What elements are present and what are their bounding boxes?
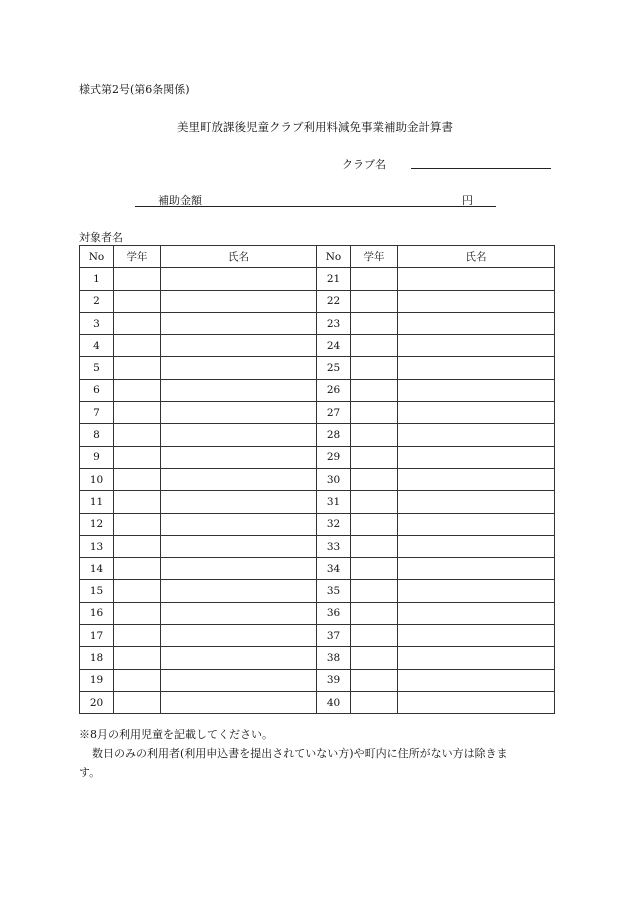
grade-cell-left[interactable] bbox=[114, 491, 161, 513]
row-number-right: 35 bbox=[317, 580, 351, 602]
row-number-left: 3 bbox=[80, 312, 114, 334]
grade-cell-left[interactable] bbox=[114, 402, 161, 424]
name-cell-left[interactable] bbox=[161, 268, 317, 290]
row-number-left: 10 bbox=[80, 468, 114, 490]
note-line-2: 数日のみの利用者(利用申込書を提出されていない方)や町内に住所がない方は除きま bbox=[92, 747, 508, 760]
row-number-right: 28 bbox=[317, 424, 351, 446]
grade-cell-left[interactable] bbox=[114, 625, 161, 647]
grade-cell-right[interactable] bbox=[351, 558, 398, 580]
row-number-left: 13 bbox=[80, 535, 114, 557]
roster-table bbox=[79, 245, 555, 714]
grade-cell-right[interactable] bbox=[351, 402, 398, 424]
row-number-left: 2 bbox=[80, 290, 114, 312]
header-name-right: 氏名 bbox=[398, 246, 555, 268]
name-cell-right[interactable] bbox=[398, 446, 555, 468]
row-number-right: 22 bbox=[317, 290, 351, 312]
name-cell-right[interactable] bbox=[398, 268, 555, 290]
grade-cell-right[interactable] bbox=[351, 580, 398, 602]
note-line-1: ※8月の利用児童を記載してください。 bbox=[79, 728, 273, 741]
name-cell-left[interactable] bbox=[161, 625, 317, 647]
row-number-right: 37 bbox=[317, 625, 351, 647]
table-row bbox=[80, 580, 555, 602]
name-cell-left[interactable] bbox=[161, 602, 317, 624]
grade-cell-left[interactable] bbox=[114, 558, 161, 580]
grade-cell-left[interactable] bbox=[114, 580, 161, 602]
header-no-left: No bbox=[80, 246, 114, 268]
grade-cell-right[interactable] bbox=[351, 446, 398, 468]
name-cell-left[interactable] bbox=[161, 402, 317, 424]
name-cell-left[interactable] bbox=[161, 535, 317, 557]
name-cell-left[interactable] bbox=[161, 669, 317, 691]
row-number-right: 36 bbox=[317, 602, 351, 624]
subsidy-amount-label: 補助金額 bbox=[158, 194, 202, 207]
row-number-right: 38 bbox=[317, 647, 351, 669]
grade-cell-left[interactable] bbox=[114, 268, 161, 290]
name-cell-left[interactable] bbox=[161, 357, 317, 379]
document-title: 美里町放課後児童クラブ利用料減免事業補助金計算書 bbox=[177, 120, 453, 134]
row-number-left: 8 bbox=[80, 424, 114, 446]
name-cell-right[interactable] bbox=[398, 290, 555, 312]
subjects-label: 対象者名 bbox=[79, 231, 123, 244]
header-grade-left: 学年 bbox=[114, 246, 161, 268]
header-no-right: No bbox=[317, 246, 351, 268]
grade-cell-right[interactable] bbox=[351, 290, 398, 312]
table-row bbox=[80, 558, 555, 580]
table-row bbox=[80, 312, 555, 334]
grade-cell-left[interactable] bbox=[114, 669, 161, 691]
row-number-left: 12 bbox=[80, 513, 114, 535]
name-cell-left[interactable] bbox=[161, 312, 317, 334]
name-cell-left[interactable] bbox=[161, 335, 317, 357]
grade-cell-right[interactable] bbox=[351, 424, 398, 446]
note-line-3: す。 bbox=[79, 766, 101, 779]
yen-unit-label: 円 bbox=[462, 194, 473, 207]
row-number-right: 32 bbox=[317, 513, 351, 535]
grade-cell-right[interactable] bbox=[351, 468, 398, 490]
grade-cell-right[interactable] bbox=[351, 691, 398, 713]
name-cell-right[interactable] bbox=[398, 691, 555, 713]
grade-cell-left[interactable] bbox=[114, 535, 161, 557]
name-cell-right[interactable] bbox=[398, 669, 555, 691]
row-number-left: 4 bbox=[80, 335, 114, 357]
row-number-left: 14 bbox=[80, 558, 114, 580]
name-cell-left[interactable] bbox=[161, 379, 317, 401]
roster-header-row bbox=[80, 246, 555, 268]
grade-cell-left[interactable] bbox=[114, 602, 161, 624]
row-number-right: 40 bbox=[317, 691, 351, 713]
name-cell-left[interactable] bbox=[161, 513, 317, 535]
row-number-right: 27 bbox=[317, 402, 351, 424]
table-row bbox=[80, 402, 555, 424]
grade-cell-right[interactable] bbox=[351, 625, 398, 647]
row-number-right: 33 bbox=[317, 535, 351, 557]
name-cell-right[interactable] bbox=[398, 491, 555, 513]
grade-cell-left[interactable] bbox=[114, 357, 161, 379]
header-name-left: 氏名 bbox=[161, 246, 317, 268]
name-cell-right[interactable] bbox=[398, 513, 555, 535]
table-row bbox=[80, 647, 555, 669]
grade-cell-left[interactable] bbox=[114, 312, 161, 334]
table-row bbox=[80, 446, 555, 468]
table-row bbox=[80, 513, 555, 535]
table-row bbox=[80, 669, 555, 691]
grade-cell-left[interactable] bbox=[114, 513, 161, 535]
grade-cell-left[interactable] bbox=[114, 647, 161, 669]
grade-cell-left[interactable] bbox=[114, 290, 161, 312]
grade-cell-left[interactable] bbox=[114, 335, 161, 357]
name-cell-right[interactable] bbox=[398, 535, 555, 557]
name-cell-right[interactable] bbox=[398, 647, 555, 669]
club-name-field[interactable] bbox=[411, 168, 551, 169]
row-number-left: 5 bbox=[80, 357, 114, 379]
name-cell-left[interactable] bbox=[161, 446, 317, 468]
row-number-left: 9 bbox=[80, 446, 114, 468]
row-number-left: 20 bbox=[80, 691, 114, 713]
grade-cell-right[interactable] bbox=[351, 335, 398, 357]
grade-cell-right[interactable] bbox=[351, 513, 398, 535]
name-cell-left[interactable] bbox=[161, 491, 317, 513]
table-row bbox=[80, 602, 555, 624]
row-number-right: 29 bbox=[317, 446, 351, 468]
grade-cell-right[interactable] bbox=[351, 357, 398, 379]
grade-cell-right[interactable] bbox=[351, 491, 398, 513]
table-row bbox=[80, 424, 555, 446]
grade-cell-right[interactable] bbox=[351, 379, 398, 401]
name-cell-right[interactable] bbox=[398, 357, 555, 379]
table-row bbox=[80, 691, 555, 713]
table-row bbox=[80, 468, 555, 490]
name-cell-right[interactable] bbox=[398, 379, 555, 401]
grade-cell-right[interactable] bbox=[351, 535, 398, 557]
grade-cell-right[interactable] bbox=[351, 669, 398, 691]
row-number-left: 11 bbox=[80, 491, 114, 513]
row-number-right: 24 bbox=[317, 335, 351, 357]
name-cell-right[interactable] bbox=[398, 580, 555, 602]
table-row bbox=[80, 290, 555, 312]
row-number-left: 15 bbox=[80, 580, 114, 602]
name-cell-left[interactable] bbox=[161, 647, 317, 669]
row-number-left: 16 bbox=[80, 602, 114, 624]
grade-cell-right[interactable] bbox=[351, 268, 398, 290]
grade-cell-left[interactable] bbox=[114, 446, 161, 468]
row-number-right: 21 bbox=[317, 268, 351, 290]
grade-cell-right[interactable] bbox=[351, 647, 398, 669]
grade-cell-left[interactable] bbox=[114, 424, 161, 446]
form-number: 様式第2号(第6条関係) bbox=[79, 83, 190, 96]
row-number-right: 30 bbox=[317, 468, 351, 490]
table-row bbox=[80, 335, 555, 357]
row-number-left: 1 bbox=[80, 268, 114, 290]
table-row bbox=[80, 491, 555, 513]
grade-cell-right[interactable] bbox=[351, 602, 398, 624]
club-name-label: クラブ名 bbox=[342, 158, 386, 171]
grade-cell-left[interactable] bbox=[114, 468, 161, 490]
name-cell-left[interactable] bbox=[161, 691, 317, 713]
name-cell-right[interactable] bbox=[398, 335, 555, 357]
name-cell-left[interactable] bbox=[161, 558, 317, 580]
row-number-left: 7 bbox=[80, 402, 114, 424]
row-number-left: 6 bbox=[80, 379, 114, 401]
subsidy-amount-field[interactable] bbox=[135, 206, 496, 207]
grade-cell-left[interactable] bbox=[114, 379, 161, 401]
name-cell-right[interactable] bbox=[398, 468, 555, 490]
name-cell-right[interactable] bbox=[398, 625, 555, 647]
grade-cell-left[interactable] bbox=[114, 691, 161, 713]
row-number-left: 19 bbox=[80, 669, 114, 691]
table-row bbox=[80, 379, 555, 401]
name-cell-left[interactable] bbox=[161, 468, 317, 490]
name-cell-right[interactable] bbox=[398, 402, 555, 424]
header-grade-right: 学年 bbox=[351, 246, 398, 268]
name-cell-right[interactable] bbox=[398, 312, 555, 334]
table-row bbox=[80, 268, 555, 290]
name-cell-left[interactable] bbox=[161, 424, 317, 446]
table-row bbox=[80, 535, 555, 557]
row-number-left: 17 bbox=[80, 625, 114, 647]
name-cell-right[interactable] bbox=[398, 602, 555, 624]
row-number-right: 23 bbox=[317, 312, 351, 334]
name-cell-left[interactable] bbox=[161, 580, 317, 602]
row-number-right: 31 bbox=[317, 491, 351, 513]
table-row bbox=[80, 357, 555, 379]
name-cell-left[interactable] bbox=[161, 290, 317, 312]
row-number-left: 18 bbox=[80, 647, 114, 669]
row-number-right: 25 bbox=[317, 357, 351, 379]
row-number-right: 34 bbox=[317, 558, 351, 580]
row-number-right: 26 bbox=[317, 379, 351, 401]
row-number-right: 39 bbox=[317, 669, 351, 691]
grade-cell-right[interactable] bbox=[351, 312, 398, 334]
table-row bbox=[80, 625, 555, 647]
name-cell-right[interactable] bbox=[398, 558, 555, 580]
name-cell-right[interactable] bbox=[398, 424, 555, 446]
